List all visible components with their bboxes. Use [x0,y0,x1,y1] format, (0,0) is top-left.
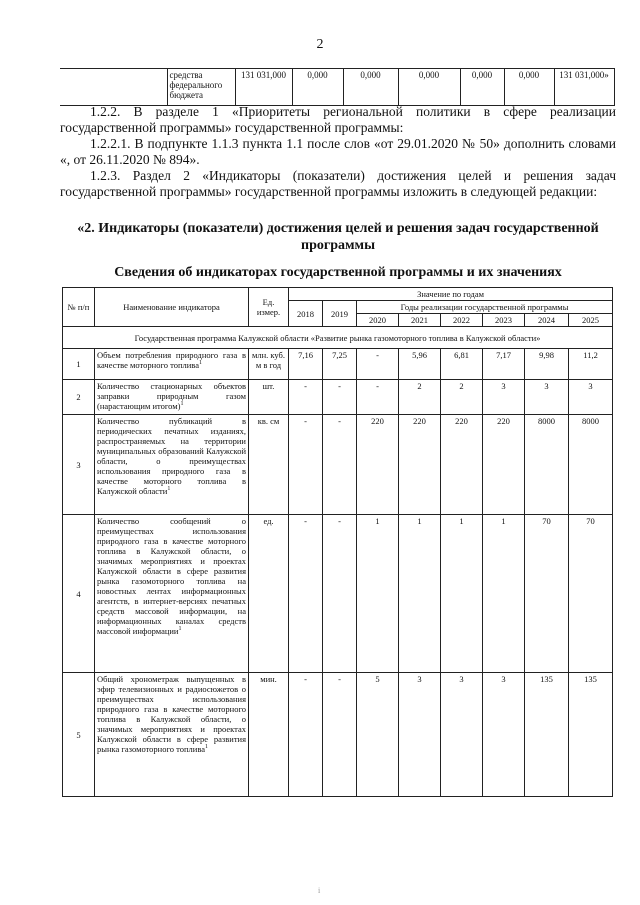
col-header-program-years: Годы реализации государственной программы [357,301,613,314]
value-cell: 6,81 [441,349,483,380]
indicator-unit: ед. [249,515,289,673]
indicator-unit: млн. куб. м в год [249,349,289,380]
year-header: 2024 [525,314,569,327]
amendment-text [60,104,616,200]
value-cell: 220 [483,415,525,515]
value-cell: 5 [357,673,399,797]
col-header-num: № п/п [63,288,95,327]
value-cell: 7,17 [483,349,525,380]
row-number: 1 [63,349,95,380]
page-number: 2 [316,37,324,52]
program-name-row [63,327,613,349]
indicator-name: Количество стационарных объектов заправки природным газом (нарастающим итогом)$^1$ [95,380,249,415]
indicators-table [62,287,613,797]
funding-cell: 0,000 [398,69,460,106]
year-header: 2019 [323,301,357,327]
header-row [63,288,613,301]
indicator-name: Количество публикаций в периодических печатных изданиях, распространяемых на территории муниципальных образований Калужской области, о преимуществах использования природного газа в качестве моторного топлива в Калужской области$^1$ [95,415,249,515]
value-cell: 135 [569,673,613,797]
row-number: 4 [63,515,95,673]
value-cell: 9,98 [525,349,569,380]
value-cell: - [357,349,399,380]
value-cell: 3 [569,380,613,415]
value-cell: 2 [399,380,441,415]
funding-cell: 0,000 [460,69,504,106]
funding-table-fragment [60,68,615,106]
bottom-mark: i [318,886,321,895]
value-cell: 220 [441,415,483,515]
value-cell: 7,16 [289,349,323,380]
value-cell: 3 [483,673,525,797]
col-header-unit: Ед. измер. [249,288,289,327]
value-cell: 220 [357,415,399,515]
funding-cell: 131 031,000 [235,69,292,106]
value-cell: 3 [399,673,441,797]
value-cell: - [323,380,357,415]
value-cell: - [357,380,399,415]
table-row [63,515,613,673]
value-cell: 5,96 [399,349,441,380]
table-title: Сведения об индикаторах государственной программы и их значениях [114,265,562,280]
col-header-values: Значение по годам [289,288,613,301]
indicator-name: Объем потребления природного газа в качестве моторного топлива$^1$ [95,349,249,380]
value-cell: 135 [525,673,569,797]
section-title: «2. Индикаторы (показатели) достижения целей и решения задач государственной программы [77,221,599,253]
funding-cell: 0,000 [292,69,343,106]
value-cell: - [289,673,323,797]
value-cell: 1 [441,515,483,673]
value-cell: 70 [569,515,613,673]
year-header: 2025 [569,314,613,327]
value-cell: 8000 [525,415,569,515]
row-number: 5 [63,673,95,797]
funding-cell: 0,000 [504,69,554,106]
funding-row [60,69,614,106]
value-cell: 3 [441,673,483,797]
value-cell: 2 [441,380,483,415]
value-cell: 3 [483,380,525,415]
table-row [63,673,613,797]
value-cell: - [323,415,357,515]
year-header: 2020 [357,314,399,327]
indicator-name: Количество сообщений о преимуществах использования природного газа в качестве моторного топлива в Калужской области, о значимых мероприятиях и проектах Калужской области в сфере развития рынка газомоторного топлива на новостных лентах информационных агентств, в интернет-версиях печатных средств массовой информации, на информационных каналах средств массовой информации$^1$ [95,515,249,673]
row-number: 2 [63,380,95,415]
value-cell: - [323,673,357,797]
value-cell: 1 [399,515,441,673]
value-cell: - [289,380,323,415]
value-cell: - [289,415,323,515]
funding-cell: 131 031,000» [554,69,614,106]
paragraph: 1.2.2. В разделе 1 «Приоритеты региональной политики в сфере реализации государственной программы» государственной программы: [60,104,616,135]
value-cell: - [323,515,357,673]
value-cell: 11,2 [569,349,613,380]
value-cell: 7,25 [323,349,357,380]
table-row [63,349,613,380]
year-header: 2018 [289,301,323,327]
indicator-unit: шт. [249,380,289,415]
year-header: 2023 [483,314,525,327]
value-cell: 3 [525,380,569,415]
year-header: 2021 [399,314,441,327]
col-header-name: Наименование индикатора [95,288,249,327]
program-name: Государственная программа Калужской области «Развитие рынка газомоторного топлива в Калужской области» [63,327,613,349]
value-cell: 220 [399,415,441,515]
value-cell: 70 [525,515,569,673]
paragraph: 1.2.3. Раздел 2 «Индикаторы (показатели) достижения целей и решения задач государственной программы» государственной программы изложить в следующей редакции: [60,168,616,199]
indicator-unit: мин. [249,673,289,797]
paragraph: 1.2.2.1. В подпункте 1.1.3 пункта 1.1 после слов «от 29.01.2020 № 50» дополнить словами «, от 26.11.2020 № 894». [60,136,616,167]
table-row [63,415,613,515]
value-cell: 8000 [569,415,613,515]
table-row [63,380,613,415]
funding-source-label: средства федерального бюджета [167,69,235,106]
value-cell: - [289,515,323,673]
indicator-name: Общий хронометраж выпущенных в эфир телевизионных и радиосюжетов о преимуществах использования природного газа в качестве моторного топлива в Калужской области, о значимых мероприятиях и проектах Калужской области в сфере развития рынка газомоторного топлива$^1$ [95,673,249,797]
year-header: 2022 [441,314,483,327]
value-cell: 1 [483,515,525,673]
row-number: 3 [63,415,95,515]
value-cell: 1 [357,515,399,673]
indicator-unit: кв. см [249,415,289,515]
funding-cell: 0,000 [343,69,398,106]
